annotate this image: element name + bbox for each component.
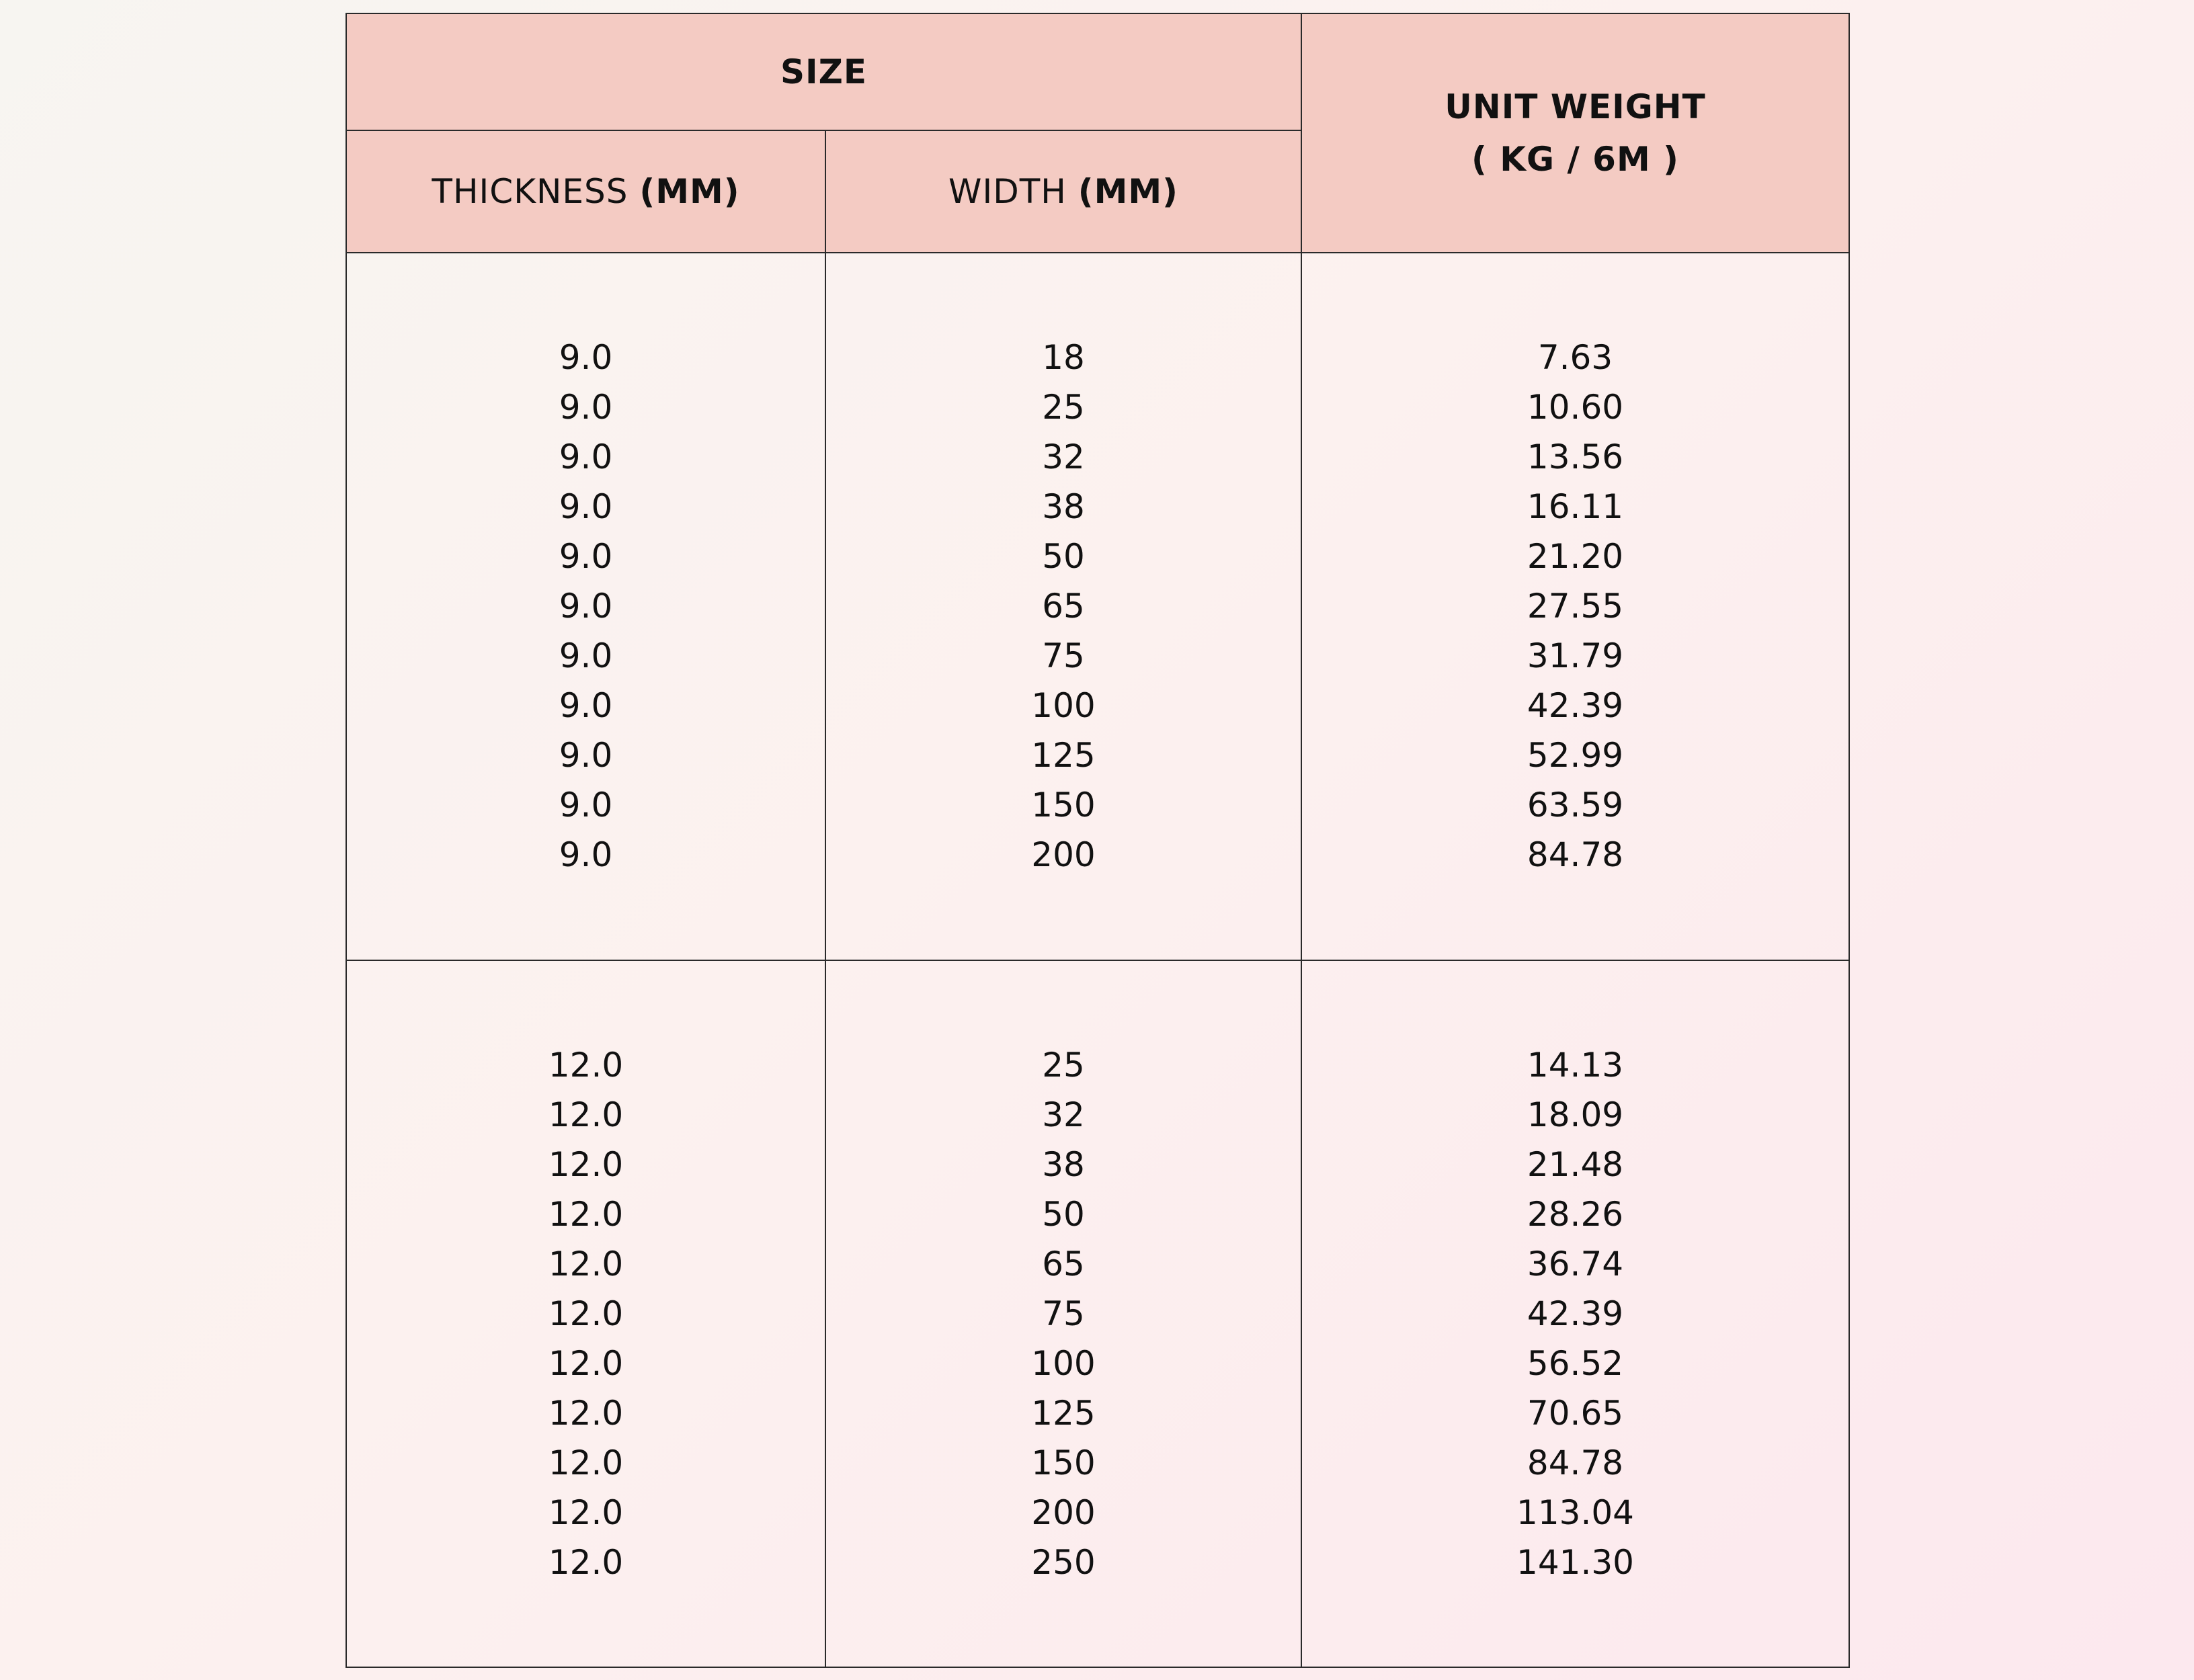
width-value: 50 <box>1042 537 1085 577</box>
weight-value: 141.30 <box>1516 1542 1634 1582</box>
width-cell <box>825 960 1301 1668</box>
weight-value: 63.59 <box>1527 786 1624 825</box>
thickness-cell <box>346 253 825 960</box>
weight-value: 42.39 <box>1527 1294 1624 1333</box>
thickness-value: 9.0 <box>559 736 613 775</box>
width-value: 25 <box>1042 1045 1085 1085</box>
table-group-row <box>346 253 1849 960</box>
thickness-value: 12.0 <box>548 1393 624 1433</box>
width-value: 75 <box>1042 636 1085 676</box>
weight-cell <box>1301 253 1849 960</box>
size-header: SIZE <box>346 13 1301 130</box>
weight-value: 31.79 <box>1527 636 1624 676</box>
weight-value: 70.65 <box>1527 1393 1624 1433</box>
thickness-value: 9.0 <box>559 338 613 378</box>
weight-value: 84.78 <box>1527 835 1624 875</box>
width-value: 250 <box>1031 1542 1096 1582</box>
weight-value: 21.20 <box>1527 537 1624 577</box>
width-cell <box>825 253 1301 960</box>
thickness-value: 9.0 <box>559 437 613 477</box>
thickness-value: 12.0 <box>548 1542 624 1582</box>
thickness-cell <box>346 960 825 1668</box>
thickness-value: 12.0 <box>548 1045 624 1085</box>
weight-value: 10.60 <box>1527 388 1624 427</box>
thickness-value: 12.0 <box>548 1244 624 1284</box>
width-value: 32 <box>1042 1095 1085 1134</box>
weight-value: 56.52 <box>1527 1343 1624 1383</box>
weight-value: 14.13 <box>1527 1045 1624 1085</box>
unit-weight-header <box>1301 13 1849 253</box>
width-value: 150 <box>1031 786 1096 825</box>
width-value: 200 <box>1031 1493 1096 1532</box>
width-value: 75 <box>1042 1294 1085 1333</box>
thickness-value: 9.0 <box>559 537 613 577</box>
thickness-value: 9.0 <box>559 388 613 427</box>
width-value: 65 <box>1042 1244 1085 1284</box>
width-label: WIDTH <box>948 172 1078 211</box>
weight-value: 13.56 <box>1527 437 1624 477</box>
thickness-value: 12.0 <box>548 1493 624 1532</box>
width-value: 150 <box>1031 1443 1096 1482</box>
thickness-value: 12.0 <box>548 1095 624 1134</box>
thickness-unit: (MM) <box>639 172 740 211</box>
weight-value: 18.09 <box>1527 1095 1624 1134</box>
width-value: 32 <box>1042 437 1085 477</box>
weight-value: 52.99 <box>1527 736 1624 775</box>
width-value: 18 <box>1042 338 1085 378</box>
width-value: 100 <box>1031 686 1096 726</box>
thickness-header <box>346 130 825 253</box>
weight-value: 84.78 <box>1527 1443 1624 1482</box>
weight-value: 28.26 <box>1527 1194 1624 1234</box>
thickness-value: 9.0 <box>559 835 613 875</box>
unit-weight-unit: ( KG / 6M ) <box>1471 140 1679 179</box>
thickness-value: 12.0 <box>548 1194 624 1234</box>
width-unit: (MM) <box>1078 172 1178 211</box>
thickness-value: 9.0 <box>559 786 613 825</box>
width-value: 100 <box>1031 1343 1096 1383</box>
weight-value: 16.11 <box>1527 487 1624 527</box>
width-value: 50 <box>1042 1194 1085 1234</box>
width-value: 125 <box>1031 1393 1096 1433</box>
weight-value: 27.55 <box>1527 587 1624 626</box>
width-value: 38 <box>1042 487 1085 527</box>
width-header <box>825 130 1301 253</box>
weight-value: 21.48 <box>1527 1144 1624 1184</box>
thickness-value: 9.0 <box>559 686 613 726</box>
width-value: 38 <box>1042 1144 1085 1184</box>
weight-value: 113.04 <box>1516 1493 1634 1532</box>
thickness-value: 12.0 <box>548 1144 624 1184</box>
thickness-value: 9.0 <box>559 487 613 527</box>
weight-value: 42.39 <box>1527 686 1624 726</box>
thickness-value: 9.0 <box>559 587 613 626</box>
thickness-value: 9.0 <box>559 636 613 676</box>
unit-weight-label: UNIT WEIGHT <box>1445 87 1706 126</box>
weight-cell <box>1301 960 1849 1668</box>
weight-value: 36.74 <box>1527 1244 1624 1284</box>
width-value: 125 <box>1031 736 1096 775</box>
width-value: 200 <box>1031 835 1096 875</box>
thickness-label: THICKNESS <box>432 172 640 211</box>
weight-value: 7.63 <box>1537 338 1613 378</box>
thickness-value: 12.0 <box>548 1443 624 1482</box>
thickness-value: 12.0 <box>548 1294 624 1333</box>
unit-weight-table <box>346 13 1850 1668</box>
table-group-row <box>346 960 1849 1668</box>
width-value: 65 <box>1042 587 1085 626</box>
thickness-value: 12.0 <box>548 1343 624 1383</box>
width-value: 25 <box>1042 388 1085 427</box>
